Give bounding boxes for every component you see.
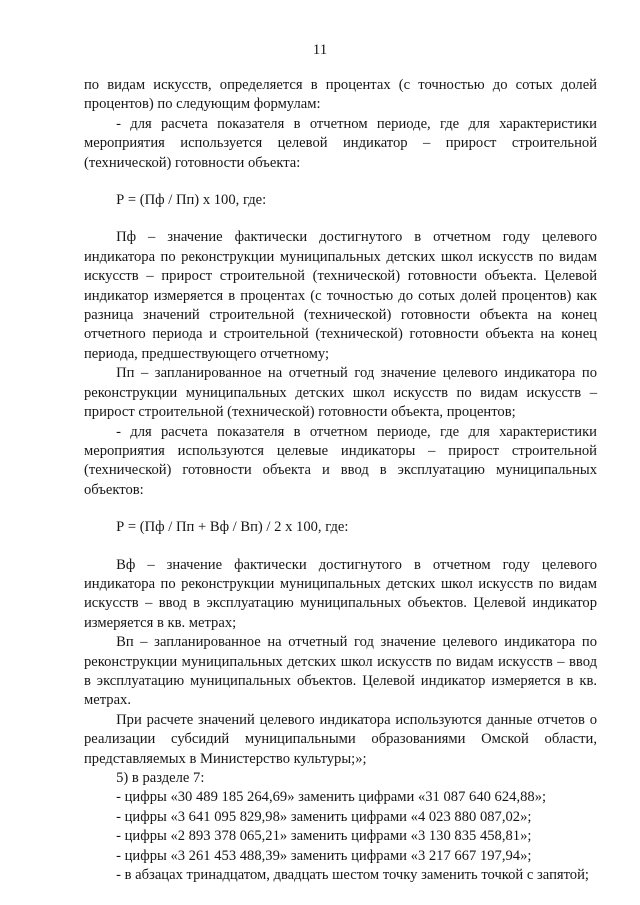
formula-2: Р = (Пф / Пп + Вф / Вп) / 2 х 100, где:: [116, 519, 349, 536]
paragraph-vf-definition: Вф – значение фактически достигнутого в отчетном году целевого индикатора по реконструкции муниципальных детских школ искусств по видам искусств – ввод в эксплуатацию муниципальных объектов. Целевой индикатор измеряется в кв. метрах;: [84, 556, 597, 631]
list-item: - цифры «30 489 185 264,69» заменить цифрами «31 087 640 624,88»;: [116, 789, 547, 806]
paragraph-data-source: При расчете значений целевого индикатора используются данные отчетов о реализации субсидий муниципальными образованиями Омской области, представляемых в Министерство культуры;»;: [84, 711, 597, 767]
paragraph-pf-definition: Пф – значение фактически достигнутого в отчетном году целевого индикатора по реконструкции муниципальных детских школ искусств по видам искусств – прирост строительной (технической) готовности объекта. Целевой индикатор измеряется в процентах (с точностью до сотых долей процентов) как разница значений строительной (технической) готовности объекта на конец отчетного периода и строительной (технической) готовности объекта на конец периода, предшествующего отчетному;: [84, 229, 597, 362]
list-item: - цифры «3 641 095 829,98» заменить цифрами «4 023 880 087,02»;: [116, 808, 532, 825]
list-item: - цифры «3 261 453 488,39» заменить цифрами «3 217 667 197,94»;: [116, 847, 532, 864]
paragraph-case-2: - для расчета показателя в отчетном периоде, где для характеристики мероприятия используются целевые индикаторы – прирост строительной (технической) готовности объекта и ввод в эксплуатацию муниципальных объектов:: [84, 423, 597, 498]
formula-1: Р = (Пф / Пп) х 100, где:: [116, 192, 267, 209]
page-number: 11: [312, 42, 328, 58]
list-item-section-7: 5) в разделе 7:: [116, 770, 205, 786]
paragraph-intro: по видам искусств, определяется в процентах (с точностью до сотых долей процентов) по следующим формулам:: [84, 77, 597, 113]
list-item: - цифры «2 893 378 065,21» заменить цифрами «3 130 835 458,81»;: [116, 828, 532, 845]
paragraph-pp-definition: Пп – запланированное на отчетный год значение целевого индикатора по реконструкции муниципальных детских школ искусств по видам искусств – прирост строительной (технической) готовности объекта, процентов;: [84, 365, 597, 421]
paragraph-vp-definition: Вп – запланированное на отчетный год значение целевого индикатора по реконструкции муниципальных детских школ искусств по видам искусств – ввод в эксплуатацию муниципальных объектов. Целевой индикатор измеряется в кв. метрах.: [84, 634, 597, 709]
paragraph-case-1: - для расчета показателя в отчетном периоде, где для характеристики мероприятия используется целевой индикатор – прирост строительной (технической) готовности объекта:: [84, 115, 597, 171]
document-body: [84, 76, 597, 885]
list-item: - в абзацах тринадцатом, двадцать шестом точку заменить точкой с запятой;: [116, 867, 589, 884]
amendment-list: [84, 769, 597, 885]
